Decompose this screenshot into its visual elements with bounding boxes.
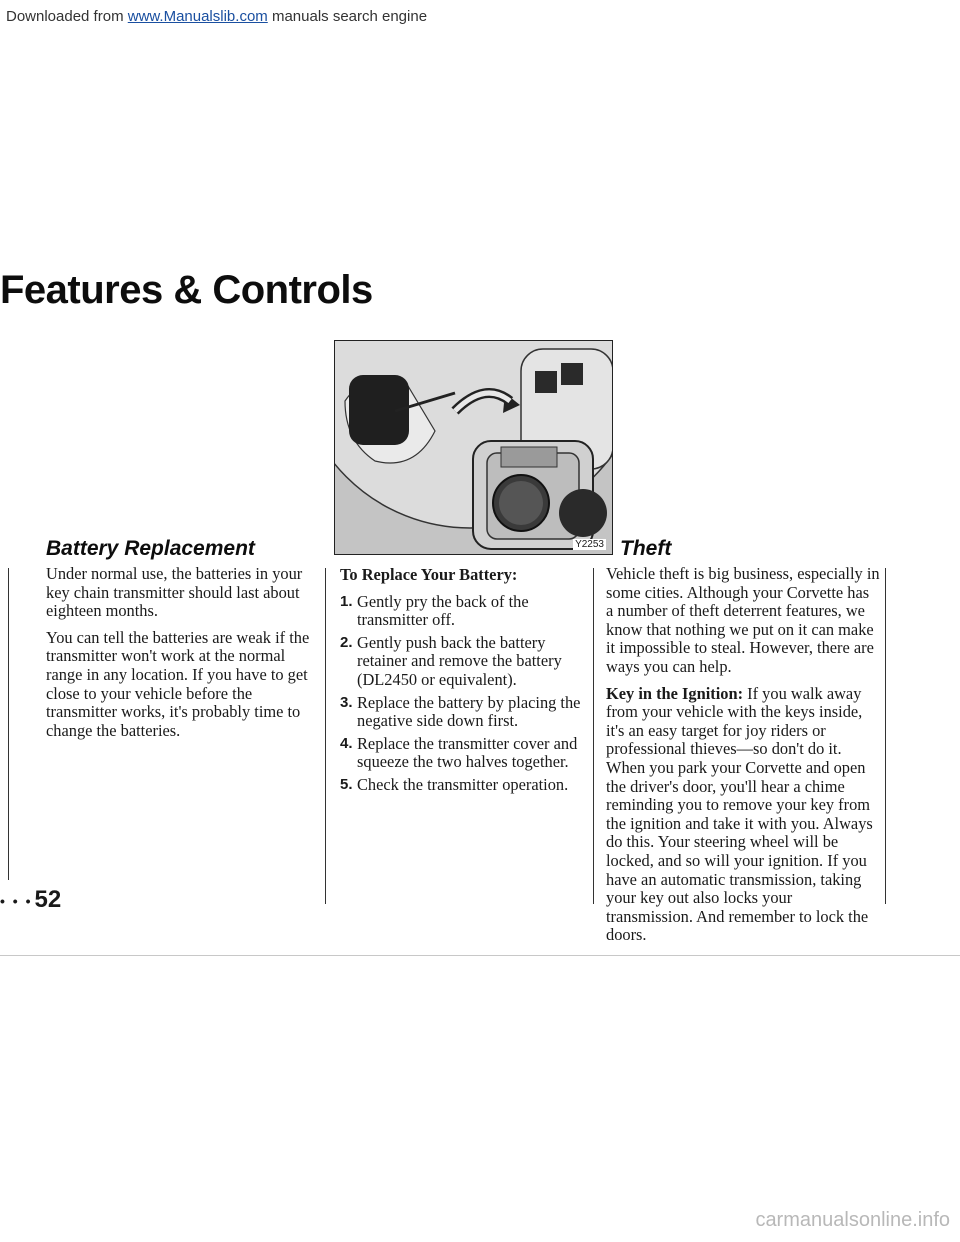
battery-paragraph-1: Under normal use, the batteries in your key chain transmitter should last about eighteen months. bbox=[46, 564, 303, 621]
column-rule-right bbox=[593, 568, 594, 904]
manualslib-link[interactable]: www.Manualslib.com bbox=[127, 8, 268, 25]
page-number bbox=[0, 886, 61, 914]
battery-replacement-heading: Battery Replacement bbox=[46, 537, 255, 560]
theft-heading: Theft bbox=[620, 537, 672, 560]
column-rule-far-right bbox=[885, 568, 886, 904]
step-item bbox=[340, 776, 590, 795]
step-item bbox=[340, 634, 590, 690]
step-number: 2. bbox=[340, 633, 353, 651]
download-banner bbox=[0, 0, 427, 25]
key-in-ignition-label: Key in the Ignition: bbox=[606, 683, 744, 703]
step-number: 3. bbox=[340, 693, 353, 711]
column-rule-left bbox=[8, 568, 9, 880]
theft-body bbox=[606, 565, 880, 953]
replace-battery-heading: To Replace Your Battery: bbox=[340, 565, 518, 584]
battery-replacement-body bbox=[46, 565, 320, 748]
step-text: Replace the transmitter cover and squeeze the two halves together. bbox=[357, 733, 578, 772]
key-in-ignition-text: If you walk away from your vehicle with the keys inside, it's an easy target for joy riders or professional thieves—so don't do it. When you park your Corvette and open the driver's door, you'll hear a chime reminding you to remove your key from the ignition and take it with you. Always do this. Your steering wheel will be locked, and so will your ignition. If you have an automatic transmission, taking your key out also locks your transmission. And remember to lock the doors. bbox=[606, 683, 873, 945]
page-number-value: 52 bbox=[34, 886, 62, 913]
banner-suffix: manuals search engine bbox=[267, 8, 428, 25]
replace-battery-section bbox=[340, 566, 590, 799]
step-number: 1. bbox=[340, 592, 353, 610]
battery-replacement-illustration bbox=[334, 340, 613, 555]
key-in-ignition-paragraph bbox=[606, 685, 880, 945]
footer-watermark: carmanualsonline.info bbox=[755, 1209, 950, 1231]
step-text: Check the transmitter operation. bbox=[357, 774, 569, 794]
page-divider bbox=[0, 955, 960, 956]
step-text: Gently pry the back of the transmitter off. bbox=[357, 591, 529, 630]
step-text: Gently push back the battery retainer and remove the battery (DL2450 or equivalent). bbox=[357, 632, 562, 689]
step-text: Replace the battery by placing the negative side down first. bbox=[357, 692, 581, 731]
figure-code: Y2253 bbox=[575, 539, 604, 550]
section-title: Features & Controls bbox=[0, 268, 373, 312]
banner-prefix: Downloaded from bbox=[6, 8, 128, 25]
theft-paragraph-1: Vehicle theft is big business, especially in some cities. Although your Corvette has a number of theft deterrent features, we know that nothing we put on it can make it impossible to steal. However, there are ways you can help. bbox=[606, 564, 880, 676]
transmitter-illustration-art bbox=[335, 341, 612, 554]
battery-paragraph-2: You can tell the batteries are weak if the transmitter won't work at the normal range in any location. If you have to get close to your vehicle before the transmitter works, it's probably time to change the batteries. bbox=[46, 627, 310, 740]
step-number: 4. bbox=[340, 734, 353, 752]
page-number-dots: • • • bbox=[0, 892, 33, 909]
step-item bbox=[340, 694, 590, 731]
step-item bbox=[340, 735, 590, 772]
step-item bbox=[340, 593, 590, 630]
step-number: 5. bbox=[340, 775, 353, 793]
column-rule-middle bbox=[325, 568, 326, 904]
replace-battery-steps bbox=[340, 593, 590, 795]
